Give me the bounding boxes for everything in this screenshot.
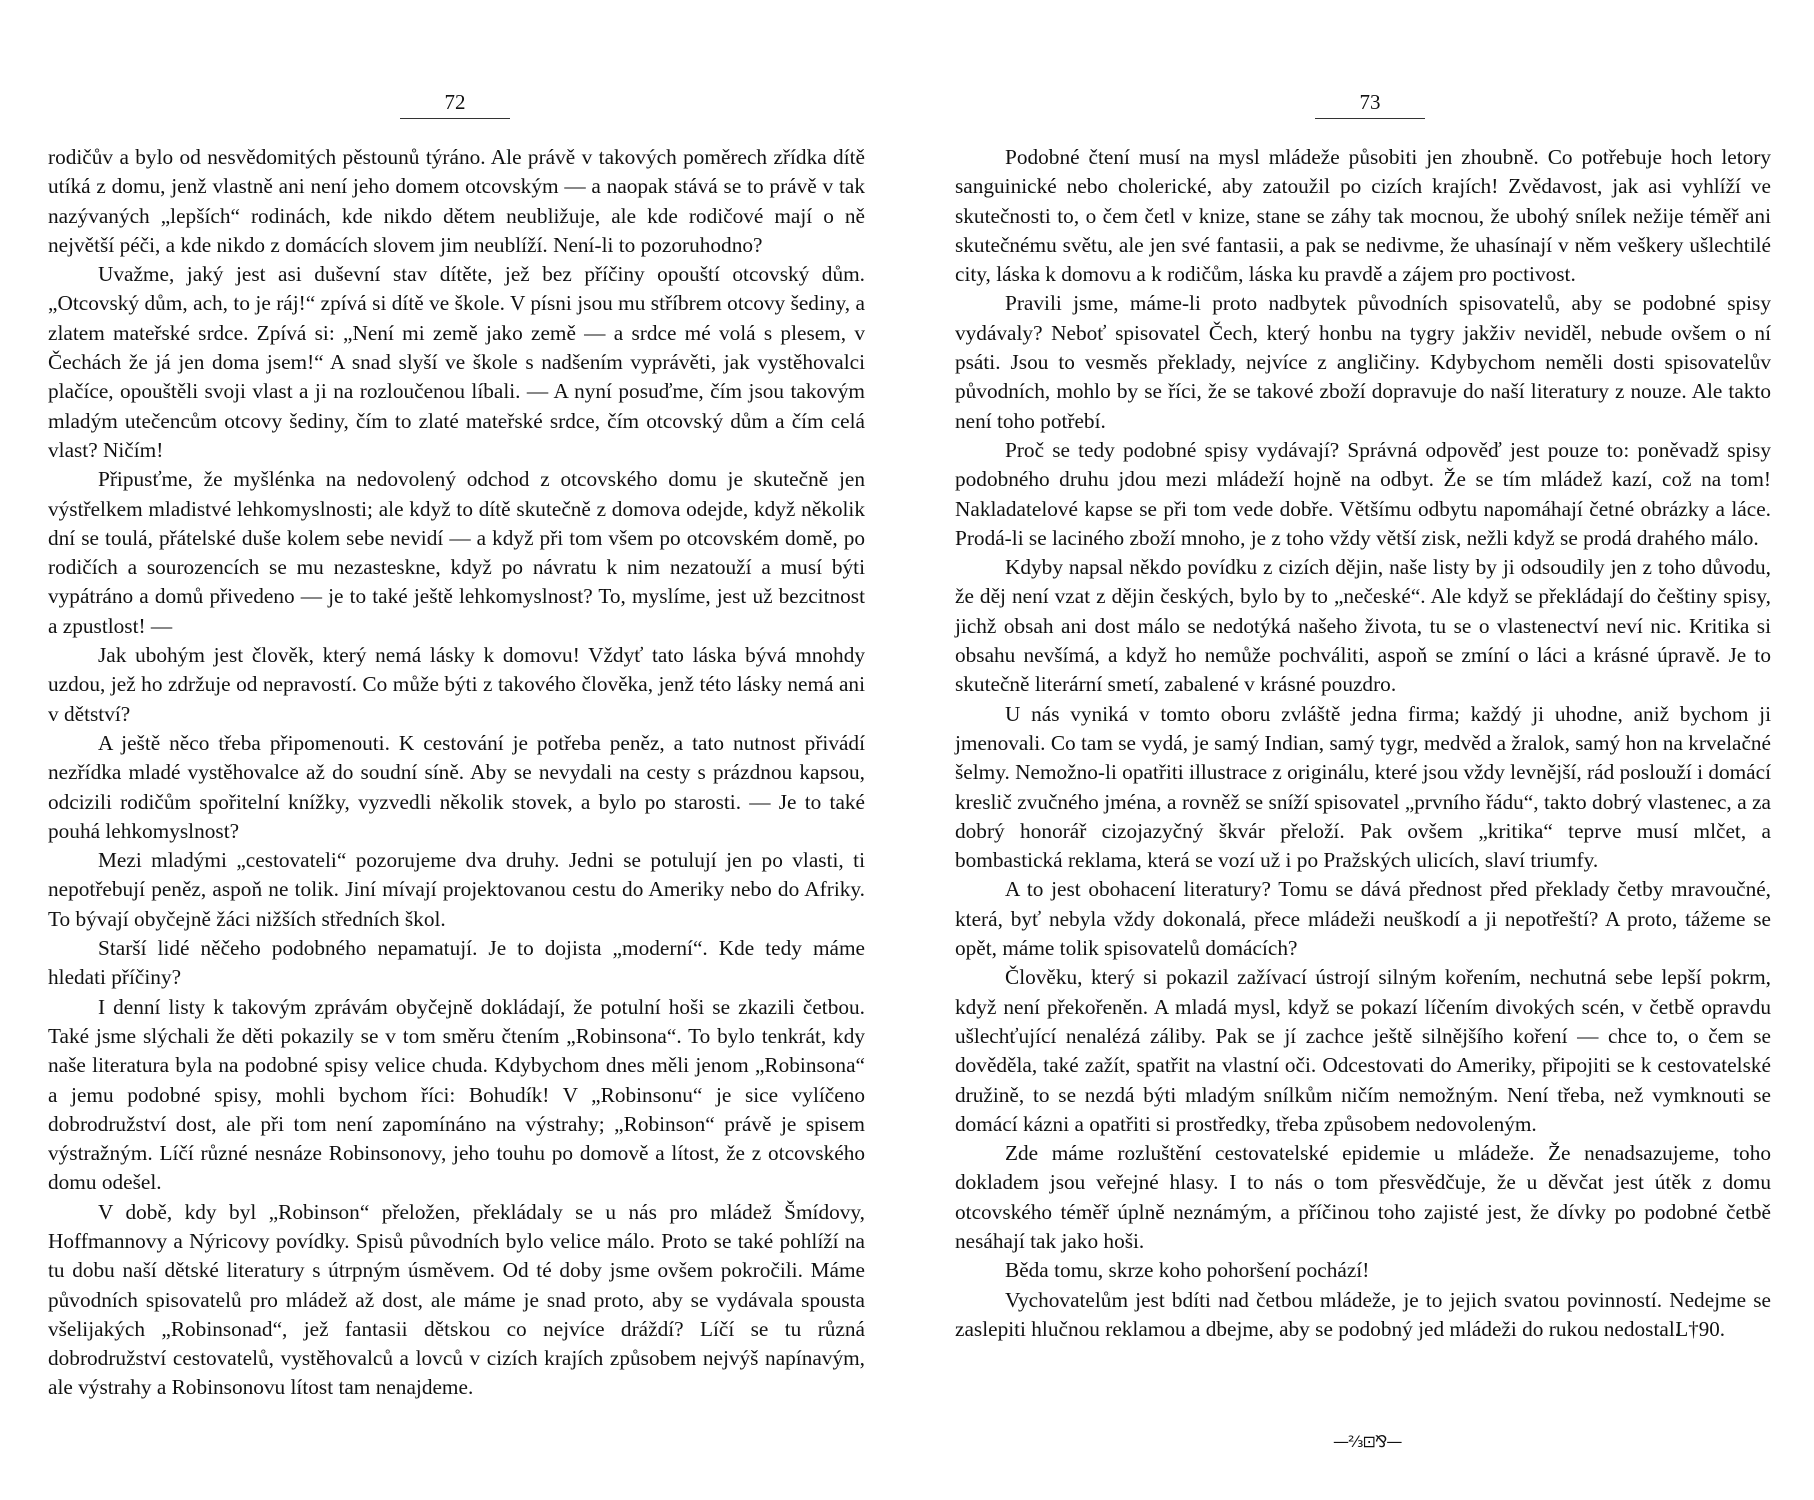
paragraph: rodičův a bylo od nesvědomitých pěstounů týráno. Ale právě v takových poměrech zřídka dítě utíká z domu, jenž vlastně ani není jeho domem otcovským — a naopak stává se to právě v tak nazývaných „lepších“ rodinách, kde nikdo dětem neubližuje, ale kde rodičové mají o ně největší péči, a kde nikdo z domácích slovem jim neublíží. Není-li to pozoruhodno? bbox=[48, 145, 865, 257]
page-number: 73 bbox=[1359, 90, 1381, 114]
header-rule bbox=[400, 118, 510, 119]
ornament-glyph: —⅔⊡⅋— bbox=[1333, 1432, 1402, 1451]
paragraph: Uvažme, jaký jest asi duševní stav dítěte, jež bez příčiny opouští otcovský dům. „Otcovský dům, ach, to je ráj!“ zpívá si dítě ve škole. V písni jsou mu stříbrem otcovy šediny, a zlatem mateřské srdce. Zpívá si: „Není mi země jako země — a srdce mé volá s plesem, v Čechách že já jen doma jsem!“ A snad slyší ve škole s nadšením vyprávěti, jak vystěhovalci plačíce, opouštěli svoji vlast a ji na rozloučenou líbali. — A nyní posuďme, čím jsou takovým mladým utečencům otcovy šediny, čím to zlaté mateřské srdce, čím otcovský dům a čím celá vlast? Ničím! bbox=[48, 262, 865, 462]
end-ornament bbox=[1299, 1432, 1411, 1452]
paragraph: I denní listy k takovým zprávám obyčejně dokládají, že potulní hoši se zkazili četbou. Také jsme slýchali že děti pokazily se v tom směru čtením „Robinsona“. To bylo tenkrát, kdy naše literatura byla na podobné spisy velice chuda. Kdybychom dnes měli jenom „Robinsona“ a jemu podobné spisy, mohli bychom říci: Bohudík! V „Robinsonu“ je sice vylíčeno dobrodružství dost, ale při tom není zapomínáno na výstrahy; „Robinson“ právě je spisem výstražným. Líčí různé nesnáze Robinsonovy, jeho touhu po domově a lítost, že z otcovského domu odešel. bbox=[48, 994, 865, 1195]
signature: L†90. bbox=[1675, 1316, 1725, 1341]
paragraph: Kdyby napsal někdo povídku z cizích dějin, naše listy by ji odsoudily jen z toho důvodu, že děj není vzat z dějin českých, bylo by to „nečeské“. Ale když se překládají do češtiny spisy, jichž obsah ani dost málo se nedotýká našeho života, tu se o vlastenectví neví nic. Kritika si obsahu nevšímá, a když ho nemůže pochváliti, aspoň se zmíní o láci a krásné úpravě. Je to skutečně literární smetí, zabalené v krásné pouzdro. bbox=[955, 555, 1771, 697]
paragraph: Mezi mladými „cestovateli“ pozorujeme dva druhy. Jedni se potulují jen po vlasti, ti nepotřebují peněz, aspoň ne tolik. Jiní mívají projektovanou cestu do Ameriky nebo do Afriky. To bývají obyčejně žáci nižších středních škol. bbox=[48, 848, 865, 931]
paragraph: Starší lidé něčeho podobného nepamatují. Je to dojista „moderní“. Kde tedy máme hledati příčiny? bbox=[48, 936, 865, 990]
closing-row bbox=[955, 1286, 1771, 1345]
page-number: 72 bbox=[444, 90, 466, 114]
body-text bbox=[48, 143, 865, 1403]
header-rule bbox=[1315, 118, 1425, 119]
paragraph: Zde máme rozluštění cestovatelské epidemie u mládeže. Že nenadsazujeme, toho dokladem jsou veřejné hlasy. I to nás o tom přesvědčuje, že u děvčat jest útěk z domu otcovského téměř úplně neznámým, a příčinou toho zajisté jest, že dívky po podobné četbě nesáhají tak jako hoši. bbox=[955, 1141, 1771, 1253]
paragraph: U nás vyniká v tomto oboru zvláště jedna firma; každý ji uhodne, aniž bychom ji jmenovali. Co tam se vydá, je samý Indian, samý tygr, medvěd a žralok, samý hon na krvelačné šelmy. Nemožno-li opatřiti illustrace z originálu, které jsou vždy levnější, rád poslouží i domácí kreslič zvučného jména, a rovněž se sníží spisovatel „prvního řádu“, takto dobrý vlastenec, a za dobrý honorář cizojazyčný škvár přeloží. Pak ovšem „kritika“ teprve musí mlčet, a bombastická reklama, která se vozí už i po Pražských ulicích, slaví triumfy. bbox=[955, 701, 1771, 873]
paragraph: Vychovatelům jest bdíti nad četbou mládeže, je to jejich svatou povinností. Nedejme se zaslepiti hlučnou reklamou a dbejme, aby se podobný jed mládeži do rukou nedostal. bbox=[955, 1287, 1771, 1341]
paragraph: A to jest obohacení literatury? Tomu se dává přednost před překlady četby mravoučné, která, byť nebyla vždy dokonalá, přece mládeži neuškodí a ji nepotřeští? A proto, tážeme se opět, máme tolik spisovatelů domácích? bbox=[955, 877, 1771, 961]
paragraph: Podobné čtení musí na mysl mládeže působiti jen zhoubně. Co potřebuje hoch letory sanguinické nebo cholerické, aby zatoužil po cizích krajích! Zvědavost, jak asi vyhlíží ve skutečnosti to, o čem četl v knize, stane se záhy tak mocnou, že ubohý snílek nežije téměř ani skutečnému světu, ale jen své fantasii, a pak se nedivme, že uhasínají v něm veškery ušlechtilé city, láska k domovu a k rodičům, láska ku pravdě a zájem pro poctivost. bbox=[955, 145, 1771, 287]
paragraph: Pravili jsme, máme-li proto nadbytek původních spisovatelů, aby se podobné spisy vydávaly? Neboť spisovatel Čech, který honbu na tygry jakživ neviděl, nebude ovšem o ní psáti. Jsou to vesměs překlady, nejvíce z angličiny. Kdybychom neměli dosti spisovatelův původních, mohlo by se říci, že se takové zboží dopravuje do naší literatury z nouze. Ale takto není toho potřebí. bbox=[955, 291, 1771, 433]
paragraph: Připusťme, že myšlénka na nedovolený odchod z otcovského domu je skutečně jen výstřelkem mladistvé lehkomyslnosti; ale když to dítě skutečně z domova odejde, když několik dní se toulá, přátelské duše kolem sebe nevidí — a když při tom všem po otcovském domě, po rodičích a sourozencích se mu nezasteskne, když po návratu k nim nezatouží a musí býti vypátráno a domů přivedeno — je to také ještě lehkomyslnost? To, myslíme, jest už bezcitnost a zpustlost! — bbox=[48, 467, 865, 638]
paragraph: V době, kdy byl „Robinson“ přeložen, překládaly se u nás pro mládež Šmídovy, Hoffmannovy a Nýricovy povídky. Spisů původních bylo velice málo. Proto se také pohlíží na tu dobu naší dětské literatury s útrpným úsměvem. Od té doby jsme ovšem pokročili. Máme původních spisovatelů pro mládež až dost, ale máme je snad proto, aby se vydávala spousta všelijakých „Robinsonad“, jež fantasii dětskou co nejvíce dráždí? Líčí se tu různá dobrodružství cestovatelů, vystěhovalců a lovců v cizích krajích způsobem nejvýš napínavým, ale výstrahy a Robinsonovu lítost tam nenajdeme. bbox=[48, 1199, 865, 1400]
body-text bbox=[955, 143, 1771, 1344]
paragraph: Jak ubohým jest člověk, který nemá lásky k domovu! Vždyť tato láska bývá mnohdy uzdou, jež ho zdržuje od nepravostí. Co může býti z takového člověka, jenž této lásky nemá ani v dětství? bbox=[48, 643, 865, 726]
paragraph: Běda tomu, skrze koho pohoršení pochází! bbox=[1005, 1258, 1370, 1283]
right-page bbox=[907, 0, 1814, 1500]
paragraph: Člověku, který si pokazil zažívací ústrojí silným kořením, nechutná sebe lepší pokrm, když není překořeněn. A mladá mysl, když se pokazí líčením divokých scén, v četbě opravdu ušlechťující nenalézá záliby. Pak se jí zachce ještě silnějšího koření — chce to, o čem se dověděla, také zažít, spatřit na vlastní oči. Odcestovati do Ameriky, připojiti se k cestovatelské družině, to se nezdá býti mladým snílkům ničím nemožným. Není třeba, než vymknouti se domácí kázni a opatřiti si prostředky, třeba způsobem nedovoleným. bbox=[955, 965, 1771, 1136]
paragraph: Proč se tedy podobné spisy vydávají? Správná odpověď jest pouze to: poněvadž spisy podobného druhu jdou mezi mládeží hojně na odbyt. Že se tím mládež kazí, což na tom! Nakladatelové kapse se při tom vede dobře. Většímu odbytu napomáhají četné obrázky a láce. Prodá-li se laciného zboží mnoho, je z toho vždy větší zisk, nežli když se prodá drahého málo. bbox=[955, 437, 1771, 550]
paragraph: A ještě něco třeba připomenouti. K cestování je potřeba peněz, a tato nutnost přivádí nezřídka mladé vystěhovalce až do soudní síně. Aby se nevydali na cesty s prázdnou kapsou, odcizili rodičům spořitelní knížky, vyzvedli několik stovek, a bylo po starosti. — Je to také pouhá lehkomyslnost? bbox=[48, 730, 865, 843]
